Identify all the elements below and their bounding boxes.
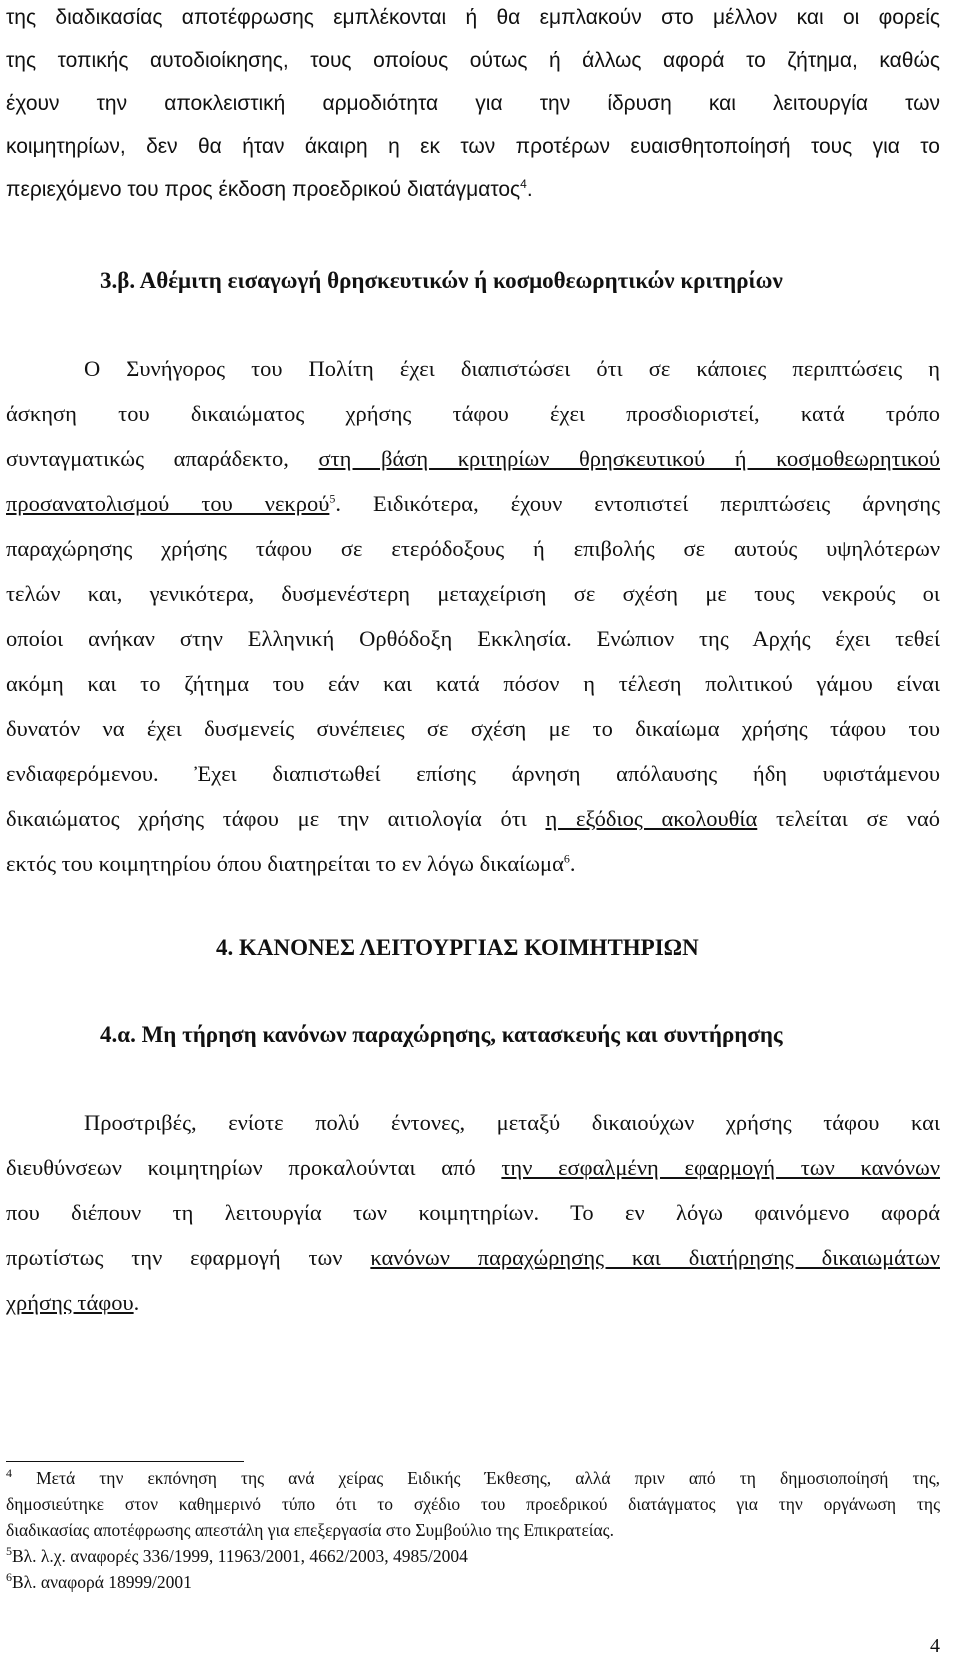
footnote-number: 4 bbox=[6, 1466, 12, 1481]
footnote-6 bbox=[6, 1572, 940, 1593]
footnote-number: 5 bbox=[6, 1544, 12, 1559]
text-line: της τοπικής αυτοδιοίκησης, τους οποίους ούτως ή άλλως αφορά το ζήτημα, καθώς bbox=[6, 49, 940, 72]
text-span: δικαιώματος χρήσης τάφου με την αιτιολογία ότι bbox=[6, 806, 546, 831]
text-span: . bbox=[526, 178, 533, 201]
text-span: διευθύνσεων κοιμητηρίων προκαλούνται από bbox=[6, 1155, 502, 1180]
text-span: συνταγματικώς απαράδεκτο, bbox=[6, 446, 319, 471]
text-line bbox=[6, 1290, 940, 1316]
text-line bbox=[6, 178, 533, 202]
text-span: Βλ. αναφορά 18999/2001 bbox=[12, 1572, 192, 1592]
text-line bbox=[6, 1245, 940, 1271]
text-line: δυνατόν να έχει δυσμενείς συνέπειες σε σχέση με το δικαίωμα χρήσης τάφου του bbox=[6, 716, 940, 741]
underlined-text: στη βάση κριτηρίων θρησκευτικού ή κοσμοθεωρητικού bbox=[318, 446, 941, 471]
text-line: που διέπουν τη λειτουργία των κοιμητηρίων. Το εν λόγω φαινόμενο αφορά bbox=[6, 1200, 940, 1225]
footnote-ref: 5 bbox=[329, 491, 336, 506]
underlined-text: προσανατολισμού του νεκρού bbox=[6, 491, 330, 516]
text-line: άσκηση του δικαιώματος χρήσης τάφου έχει προσδιοριστεί, κατά τρόπο bbox=[6, 401, 940, 426]
text-span: τελείται σε ναό bbox=[757, 806, 941, 831]
text-line: παραχώρησης χρήσης τάφου σε ετερόδοξους ή επιβολής σε αυτούς υψηλότερων bbox=[6, 536, 940, 561]
text-line: Προστριβές, ενίοτε πολύ έντονες, μεταξύ δικαιούχων χρήσης τάφου και bbox=[84, 1110, 940, 1135]
text-line: τελών και, γενικότερα, δυσμενέστερη μεταχείριση σε σχέση με τους νεκρούς οι bbox=[6, 581, 940, 606]
text-line: της διαδικασίας αποτέφρωσης εμπλέκονται ή θα εμπλακούν στο μέλλον και οι φορείς bbox=[6, 6, 940, 29]
text-line: ακόμη και το ζήτημα του εάν και κατά πόσον η τέλεση πολιτικού γάμου είναι bbox=[6, 671, 940, 696]
page-number: 4 bbox=[930, 1635, 940, 1657]
text-line: οποίοι ανήκαν στην Ελληνική Ορθόδοξη Εκκλησία. Ενώπιον της Αρχής έχει τεθεί bbox=[6, 626, 940, 651]
footnote-line: δημοσιεύτηκε στον καθημερινό τύπο ότι το σχέδιο του προεδρικού διατάγματος για την οργάνωση της bbox=[6, 1494, 940, 1514]
footnote-4 bbox=[6, 1468, 940, 1489]
section-heading-3b: 3.β. Αθέμιτη εισαγωγή θρησκευτικών ή κοσμοθεωρητικών κριτηρίων bbox=[100, 268, 783, 293]
text-line: κοιμητηρίων, δεν θα ήταν άκαιρη η εκ των προτέρων ευαισθητοποίησή τους για το bbox=[6, 135, 940, 158]
text-span: Βλ. λ.χ. αναφορές 336/1999, 11963/2001, 4662/2003, 4985/2004 bbox=[12, 1546, 468, 1566]
text-line: έχουν την αποκλειστική αρμοδιότητα για την ίδρυση και λειτουργία των bbox=[6, 92, 940, 115]
text-line bbox=[6, 806, 940, 832]
text-span: Μετά την εκπόνηση της ανά χείρας Ειδικής Έκθεσης, αλλά πριν από τη δημοσιοποίησή της, bbox=[12, 1468, 940, 1488]
text-line: ενδιαφερόμενου. Ἐχει διαπιστωθεί επίσης άρνηση απόλαυσης ήδη υφιστάμενου bbox=[6, 761, 940, 786]
underlined-text: κανόνων παραχώρησης και διατήρησης δικαιωμάτων bbox=[370, 1245, 940, 1270]
footnote-line: διαδικασίας αποτέφρωσης απεστάλη για επεξεργασία στο Συμβούλιο της Επικρατείας. bbox=[6, 1520, 614, 1540]
footnote-5 bbox=[6, 1546, 940, 1567]
footnote-separator bbox=[6, 1461, 244, 1462]
text-span: . bbox=[133, 1290, 140, 1315]
section-heading-4a: 4.α. Μη τήρηση κανόνων παραχώρησης, κατασκευής και συντήρησης bbox=[100, 1022, 783, 1047]
text-line bbox=[6, 851, 940, 877]
text-line bbox=[6, 491, 940, 517]
text-span: . bbox=[569, 851, 576, 876]
text-span: εκτός του κοιμητηρίου όπου διατηρείται το εν λόγω δικαίωμα bbox=[6, 851, 564, 876]
underlined-text: η εξόδιος ακολουθία bbox=[545, 806, 758, 831]
text-line: Ο Συνήγορος του Πολίτη έχει διαπιστώσει ότι σε κάποιες περιπτώσεις η bbox=[84, 356, 940, 381]
footnote-number: 6 bbox=[6, 1570, 12, 1585]
footnote-ref: 6 bbox=[563, 851, 570, 866]
underlined-text: την εσφαλμένη εφαρμογή των κανόνων bbox=[501, 1155, 941, 1180]
underlined-text: χρήσης τάφου bbox=[6, 1290, 134, 1315]
text-line bbox=[6, 446, 940, 472]
footnote-ref: 4 bbox=[520, 177, 527, 191]
section-heading-4: 4. ΚΑΝΟΝΕΣ ΛΕΙΤΟΥΡΓΙΑΣ ΚΟΙΜΗΤΗΡΙΩΝ bbox=[216, 935, 699, 960]
text-span: . Ειδικότερα, έχουν εντοπιστεί περιπτώσεις άρνησης bbox=[335, 491, 940, 516]
text-line bbox=[6, 1155, 940, 1181]
text-span: πρωτίστως την εφαρμογή των bbox=[6, 1245, 371, 1270]
text-span: περιεχόμενο του προς έκδοση προεδρικού διατάγματος bbox=[6, 178, 521, 201]
